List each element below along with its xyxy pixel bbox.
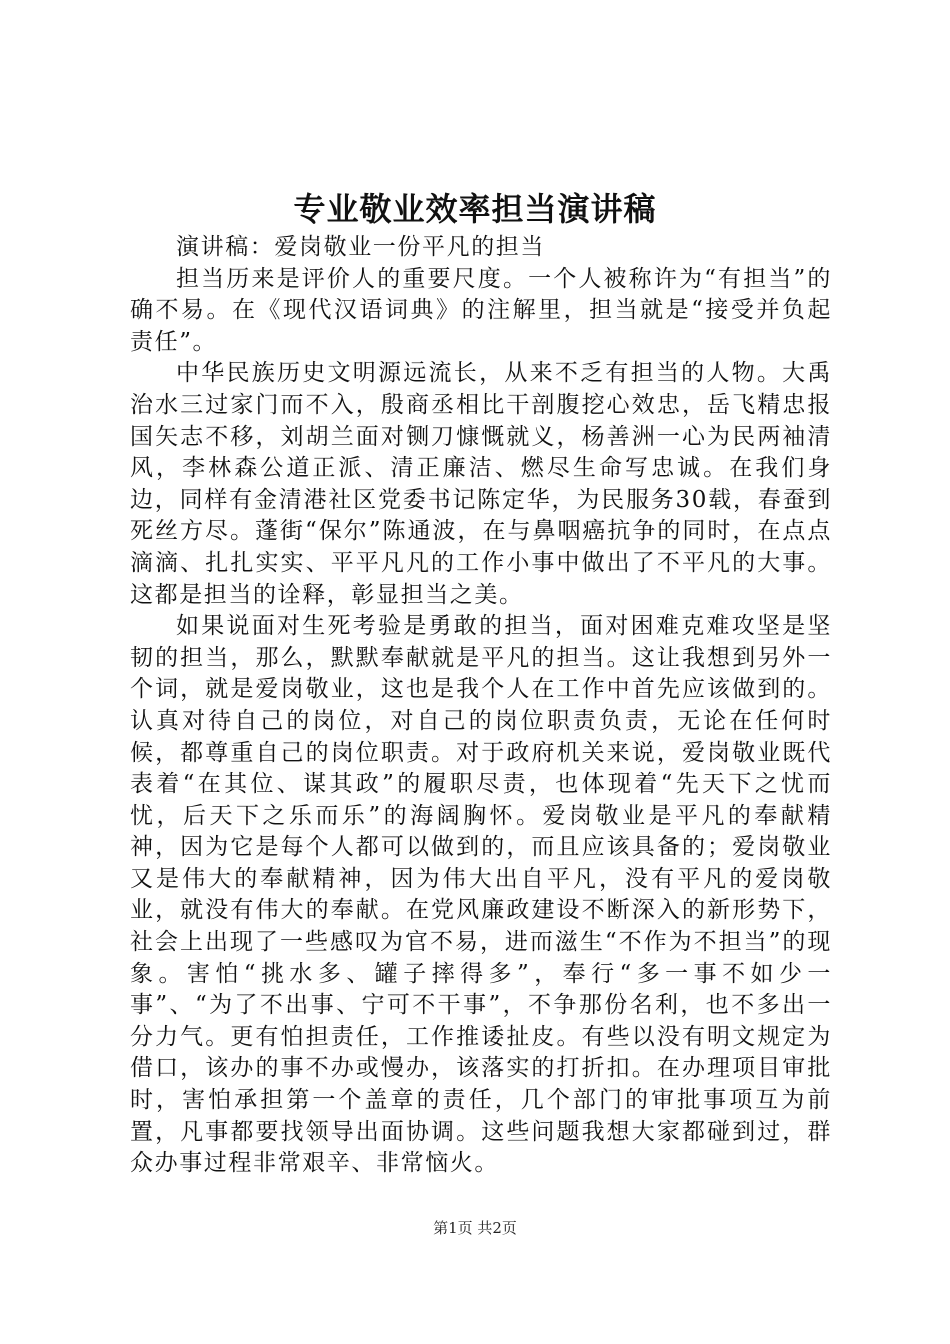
paragraph-1: 担当历来是评价人的重要尺度。一个人被称许为“有担当”的确不易。在《现代汉语词典》的注解里，担当就是“接受并负起责任”。 bbox=[130, 265, 832, 355]
page-number-footer: 第1页 共2页 bbox=[433, 1219, 517, 1237]
document-title: 专业敬业效率担当演讲稿 bbox=[293, 190, 657, 228]
document-body bbox=[130, 232, 832, 1180]
document-subtitle: 演讲稿：爱岗敬业一份平凡的担当 bbox=[176, 234, 545, 260]
paragraph-2: 中华民族历史文明源远流长，从来不乏有担当的人物。大禹治水三过家门而不入，殷商丞相比干剖腹挖心效忠，岳飞精忠报国矢志不移，刘胡兰面对铡刀慷慨就义，杨善洲一心为民两袖清风，李林森公道正派、清正廉洁、燃尽生命写忠诚。在我们身边，同样有金清港社区党委书记陈定华，为民服务30载，春蚕到死丝方尽。蓬街“保尔”陈通波，在与鼻咽癌抗争的同时，在点点滴滴、扎扎实实、平平凡凡的工作小事中做出了不平凡的大事。这都是担当的诠释，彰显担当之美。 bbox=[130, 360, 832, 608]
paragraph-3: 如果说面对生死考验是勇敢的担当，面对困难克难攻坚是坚韧的担当，那么，默默奉献就是平凡的担当。这让我想到另外一个词，就是爱岗敬业，这也是我个人在工作中首先应该做到的。认真对待自己的岗位，对自己的岗位职责负责，无论在任何时候，都尊重自己的岗位职责。对于政府机关来说，爱岗敬业既代表着“在其位、谋其政”的履职尽责，也体现着“先天下之忧而忧，后天下之乐而乐”的海阔胸怀。爱岗敬业是平凡的奉献精神，因为它是每个人都可以做到的，而且应该具备的；爱岗敬业又是伟大的奉献精神，因为伟大出自平凡，没有平凡的爱岗敬业，就没有伟大的奉献。在党风廉政建设不断深入的新形势下，社会上出现了一些感叹为官不易，进而滋生“不作为不担当”的现象。害怕“挑水多、罐子摔得多”，奉行“多一事不如少一事”、“为了不出事、宁可不干事”，不争那份名利，也不多出一分力气。更有怕担责任，工作推诿扯皮。有些以没有明文规定为借口，该办的事不办或慢办，该落实的打折扣。在办理项目审批时，害怕承担第一个盖章的责任，几个部门的审批事项互为前置，凡事都要找领导出面协调。这些问题我想大家都碰到过，群众办事过程非常艰辛、非常恼火。 bbox=[130, 613, 832, 1177]
